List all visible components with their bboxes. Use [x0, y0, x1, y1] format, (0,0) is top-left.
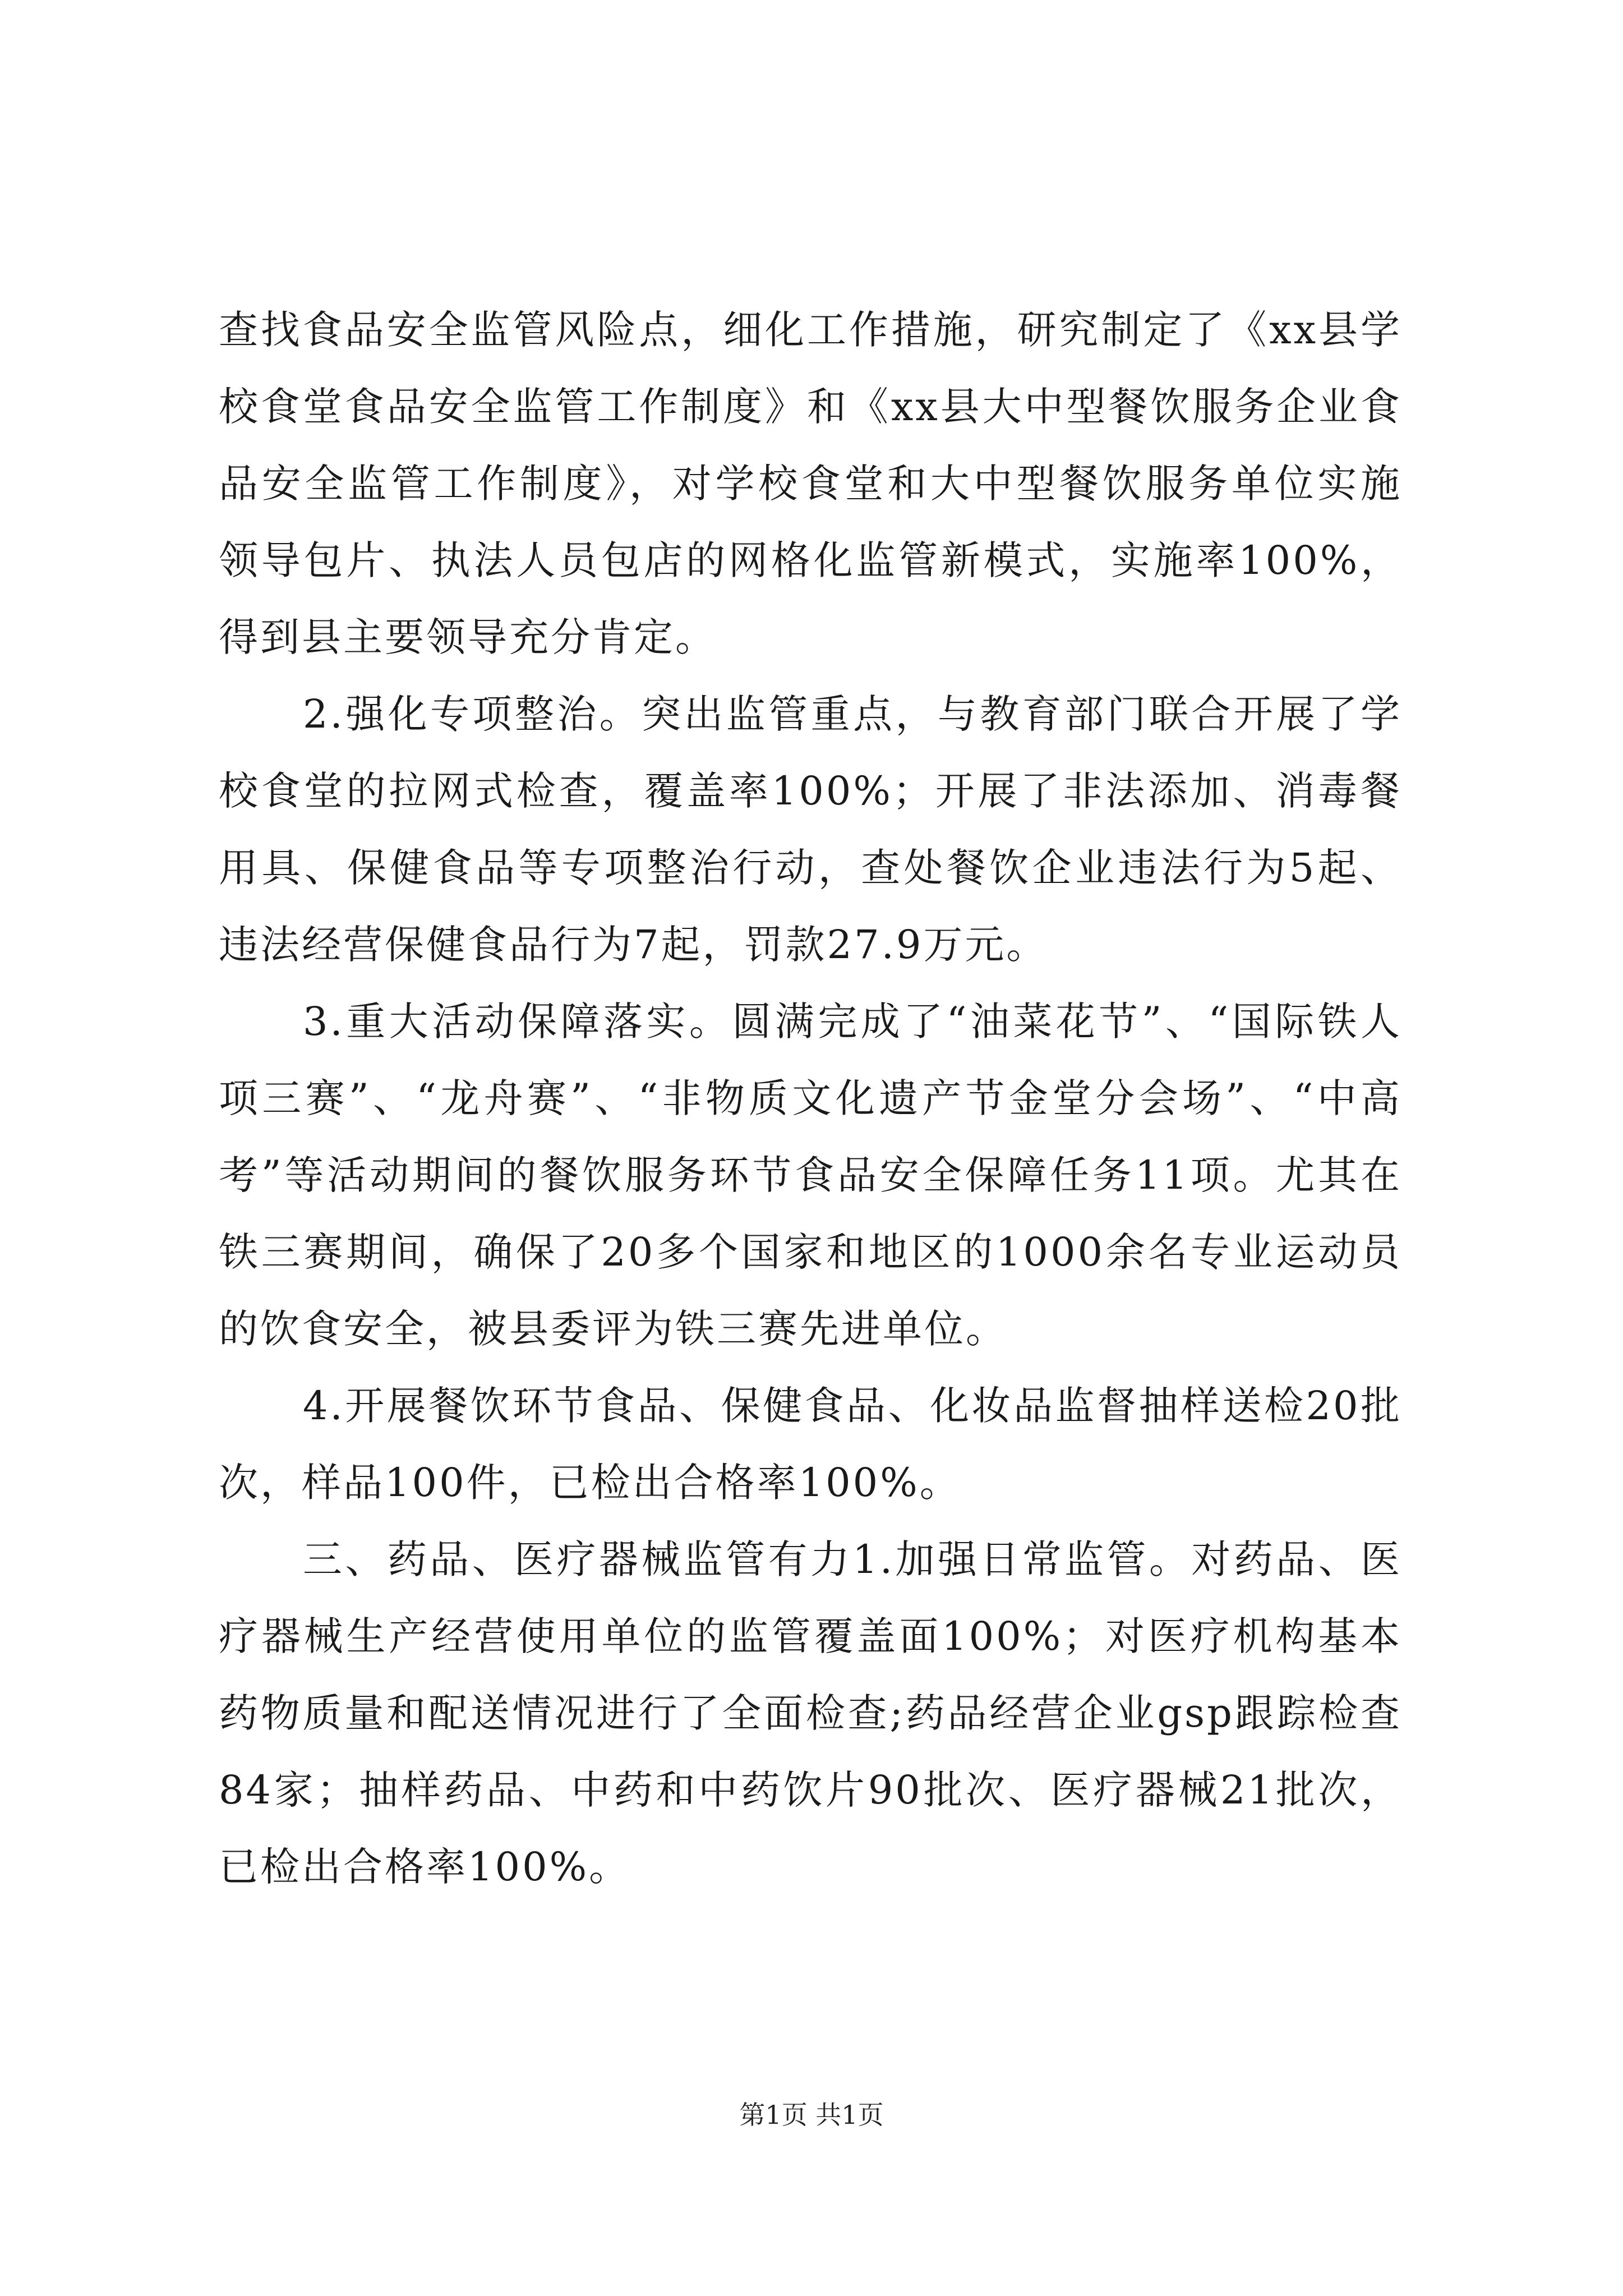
paragraph-section-3: 三、药品、医疗器械监管有力1.加强日常监管。对药品、医疗器械生产经营使用单位的监管覆盖面100%；对医疗机构基本药物质量和配送情况进行了全面检查;药品经营企业gsp跟踪检查84家；抽样药品、中药和中药饮片90批次、医疗器械21批次，已检出合格率100%。 [219, 1536, 1402, 1890]
paragraph-item-3: 3.重大活动保障落实。圆满完成了“油菜花节”、“国际铁人项三赛”、“龙舟赛”、“非物质文化遗产节金堂分会场”、“中高考”等活动期间的餐饮服务环节食品安全保障任务11项。尤其在铁三赛期间，确保了20多个国家和地区的1000余名专业运动员的饮食安全，被县委评为铁三赛先进单位。 [219, 999, 1402, 1352]
page-footer: 第1页 共1页 [739, 2100, 884, 2130]
paragraph-item-4: 4.开展餐饮环节食品、保健食品、化妆品监督抽样送检20批次，样品100件，已检出合格率100%。 [219, 1383, 1402, 1506]
paragraph-item-2: 2.强化专项整治。突出监管重点，与教育部门联合开展了学校食堂的拉网式检查，覆盖率100%；开展了非法添加、消毒餐用具、保健食品等专项整治行动，查处餐饮企业违法行为5起、违法经营保健食品行为7起，罚款27.9万元。 [219, 691, 1402, 968]
document-body [219, 292, 1402, 1906]
paragraph-continued: 查找食品安全监管风险点，细化工作措施，研究制定了《xx县学校食堂食品安全监管工作制度》和《xx县大中型餐饮服务企业食品安全监管工作制度》，对学校食堂和大中型餐饮服务单位实施领导包片、执法人员包店的网格化监管新模式，实施率100%，得到县主要领导充分肯定。 [219, 307, 1402, 660]
